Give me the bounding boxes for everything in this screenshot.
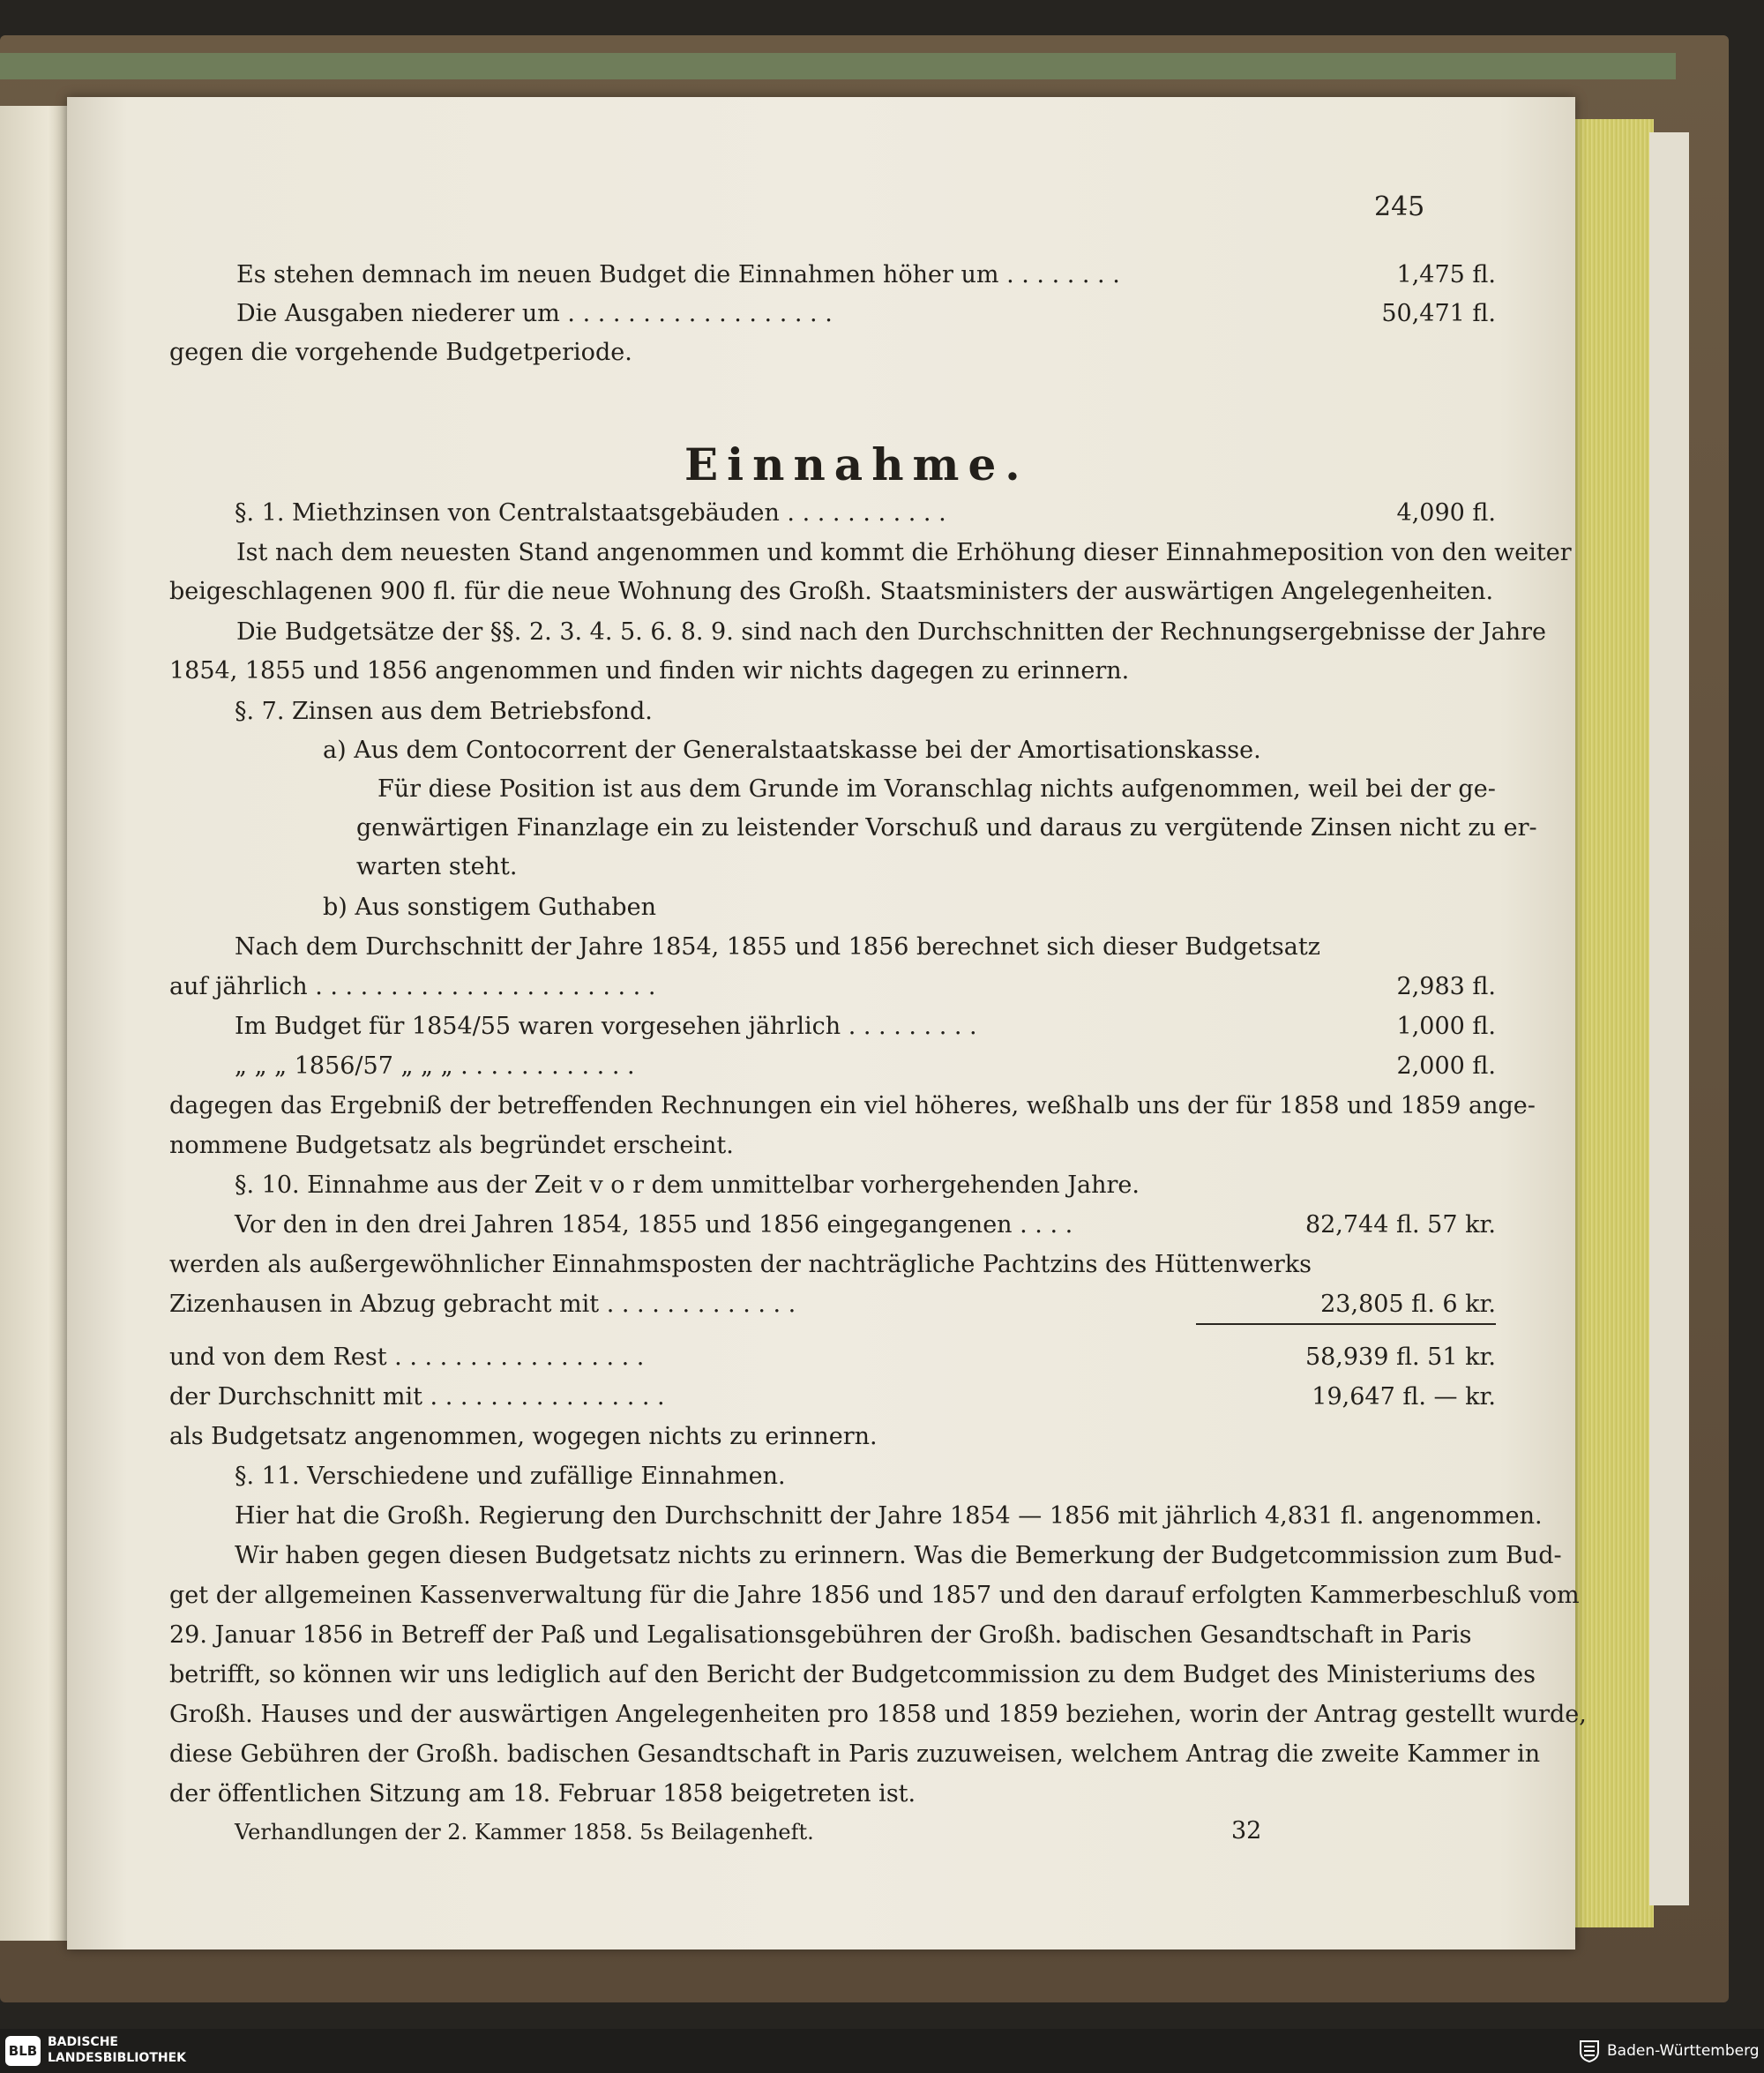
p2-line-2: 1854, 1855 und 1856 angenommen und finden wir nichts dagegen zu erinnern. — [169, 657, 1130, 685]
library-name — [48, 2034, 186, 2066]
p7-b-amount-3: 2,000 fl. — [1396, 1052, 1496, 1080]
p10-amount-3: 58,939 fl. 51 kr. — [1304, 1343, 1496, 1371]
coat-of-arms-icon — [1579, 2039, 1600, 2062]
p10-line-4: und von dem Rest . . . . . . . . . . . . . . . . . — [169, 1343, 645, 1371]
p7-b-line-6: nommene Budgetsatz als begründet erscheint. — [169, 1132, 734, 1159]
p10-line-5: der Durchschnitt mit . . . . . . . . . . . . . . . . — [169, 1383, 665, 1411]
p10-heading: §. 10. Einnahme aus der Zeit v o r dem unmittelbar vorhergehenden Jahre. — [235, 1171, 1140, 1199]
p10-line-1: Vor den in den drei Jahren 1854, 1855 und 1856 eingegangenen . . . . — [235, 1211, 1073, 1239]
sheet-number: 32 — [1231, 1817, 1262, 1845]
p7-b-line-3: Im Budget für 1854/55 waren vorgesehen jährlich . . . . . . . . . — [235, 1013, 977, 1040]
p11-heading: §. 11. Verschiedene und zufällige Einnahmen. — [235, 1463, 786, 1490]
summary-line-1: Es stehen demnach im neuen Budget die Einnahmen höher um . . . . . . . . — [236, 261, 1120, 288]
document-page — [67, 97, 1587, 1950]
sum-rule — [1196, 1323, 1496, 1325]
back-cover-edge — [1649, 132, 1689, 1905]
p7-a-line-3: warten steht. — [356, 853, 518, 880]
p10-amount-1: 82,744 fl. 57 kr. — [1304, 1211, 1496, 1239]
p10-amount-4: 19,647 fl. — kr. — [1312, 1383, 1496, 1411]
p1-amount: 4,090 fl. — [1396, 499, 1496, 527]
p7-b-line-5: dagegen das Ergebniß der betreffenden Rechnungen ein viel höheres, weßhalb uns der für 1858 und 1859 ange- — [169, 1092, 1536, 1119]
p11-line-7: diese Gebühren der Großh. badischen Gesandtschaft in Paris zuzuweisen, welchem Antrag die zweite Kammer in — [169, 1740, 1541, 1768]
viewer-footer-bar — [0, 2029, 1764, 2073]
p7-a: a) Aus dem Contocorrent der Generalstaatskasse bei der Amortisationskasse. — [323, 737, 1261, 764]
p7-b-line-1: Nach dem Durchschnitt der Jahre 1854, 1855 und 1856 berechnet sich dieser Budgetsatz — [235, 933, 1320, 961]
p7-b-amount-1: 2,983 fl. — [1396, 973, 1496, 1000]
p7-heading: §. 7. Zinsen aus dem Betriebsfond. — [235, 698, 653, 725]
p10-line-6: als Budgetsatz angenommen, wogegen nichts zu erinnern. — [169, 1423, 878, 1450]
p11-line-1: Hier hat die Großh. Regierung den Durchschnitt der Jahre 1854 — 1856 mit jährlich 4,831 fl. angenommen. — [235, 1502, 1543, 1530]
p2-line-1: Die Budgetsätze der §§. 2. 3. 4. 5. 6. 8. 9. sind nach den Durchschnitten der Rechnungsergebnisse der Jahre — [236, 618, 1546, 646]
summary-amount-2: 50,471 fl. — [1381, 300, 1496, 327]
summary-line-2: Die Ausgaben niederer um . . . . . . . . . . . . . . . . . . — [236, 300, 833, 327]
library-name-line-1: BADISCHE — [48, 2035, 118, 2049]
blb-logo: BLB — [5, 2036, 41, 2066]
p11-line-5: betrifft, so können wir uns lediglich auf den Bericht der Budgetcommission zu dem Budget des Ministeriums des — [169, 1661, 1536, 1688]
p11-line-6: Großh. Hauses und der auswärtigen Angelegenheiten pro 1858 und 1859 beziehen, worin der Antrag gestellt wurde, — [169, 1701, 1587, 1728]
p11-line-3: get der allgemeinen Kassenverwaltung für die Jahre 1856 und 1857 und den darauf erfolgten Kammerbeschluß vom — [169, 1582, 1580, 1609]
p7-b-amount-2: 1,000 fl. — [1396, 1013, 1496, 1040]
p11-line-4: 29. Januar 1856 in Betreff der Paß und Legalisationsgebühren der Großh. badischen Gesandtschaft in Paris — [169, 1621, 1472, 1649]
p11-line-2: Wir haben gegen diesen Budgetsatz nichts zu erinnern. Was die Bemerkung der Budgetcommission zum Bud- — [235, 1542, 1562, 1569]
section-title: Einnahme. — [684, 438, 1029, 490]
p7-a-line-1: Für diese Position ist aus dem Grunde im Voranschlag nichts aufgenommen, weil bei der ge- — [377, 775, 1496, 803]
page-number: 245 — [1374, 191, 1425, 222]
state-label: Baden-Württemberg — [1607, 2042, 1760, 2060]
p10-line-2: werden als außergewöhnlicher Einnahmsposten der nachträgliche Pachtzins des Hüttenwerks — [169, 1251, 1312, 1278]
p7-b-line-2: auf jährlich . . . . . . . . . . . . . . . . . . . . . . . — [169, 973, 656, 1000]
footer-signature: Verhandlungen der 2. Kammer 1858. 5s Beilagenheft. — [235, 1820, 814, 1845]
p7-b-line-4: „ „ „ 1856/57 „ „ „ . . . . . . . . . . . . — [235, 1052, 635, 1080]
gilded-page-edges — [1566, 119, 1654, 1927]
p1-line-1: §. 1. Miethzinsen von Centralstaatsgebäuden . . . . . . . . . . . — [235, 499, 946, 527]
p10-amount-2: 23,805 fl. 6 kr. — [1320, 1291, 1496, 1318]
summary-amount-1: 1,475 fl. — [1396, 261, 1496, 288]
p1-line-3: beigeschlagenen 900 fl. für die neue Wohnung des Großh. Staatsministers der auswärtigen Angelegenheiten. — [169, 578, 1494, 605]
p11-line-8: der öffentlichen Sitzung am 18. Februar 1858 beigetreten ist. — [169, 1780, 916, 1807]
p7-a-line-2: genwärtigen Finanzlage ein zu leistender Vorschuß und daraus zu vergütende Zinsen nicht zu er- — [356, 814, 1537, 842]
library-name-line-2: LANDESBIBLIOTHEK — [48, 2051, 187, 2065]
p7-b: b) Aus sonstigem Guthaben — [323, 894, 656, 921]
book-spine-trim — [0, 53, 1676, 79]
p10-line-3: Zizenhausen in Abzug gebracht mit . . . . . . . . . . . . . — [169, 1291, 796, 1318]
p1-line-2: Ist nach dem neuesten Stand angenommen und kommt die Erhöhung dieser Einnahmeposition von den weiter — [236, 539, 1572, 566]
left-page-edge — [0, 106, 69, 1941]
summary-line-3: gegen die vorgehende Budgetperiode. — [169, 339, 632, 366]
